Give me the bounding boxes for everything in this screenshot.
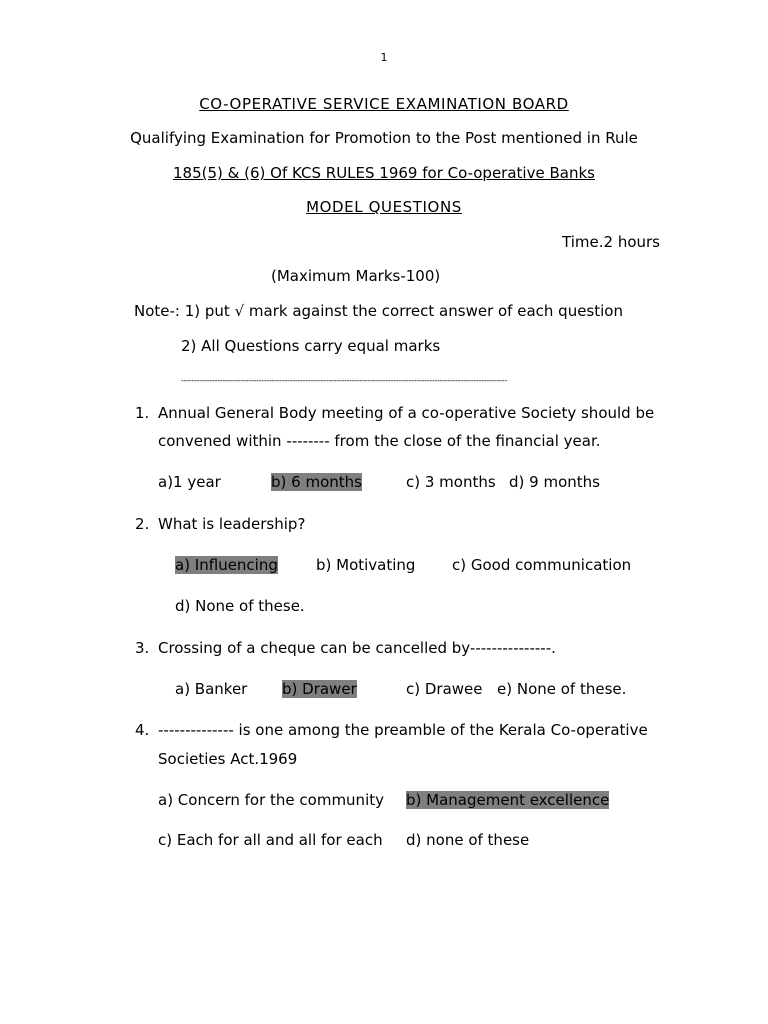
- time-allowed: Time.2 hours: [562, 233, 660, 251]
- question-2-number: 2.: [135, 515, 150, 533]
- question-4-option-b-highlighted: b) Management excellence: [406, 791, 610, 809]
- exam-title-line1: Qualifying Examination for Promotion to the Post mentioned in Rule: [130, 129, 638, 147]
- question-1-text-line1: Annual General Body meeting of a co-operative Society should be: [158, 404, 655, 422]
- question-2-option-d: d) None of these.: [175, 597, 305, 615]
- question-4-text-line2: Societies Act.1969: [158, 750, 298, 768]
- exam-title-line2: 185(5) & (6) Of KCS RULES 1969 for Co-operative Banks: [173, 164, 595, 182]
- question-3-option-c: c) Drawee: [406, 680, 483, 698]
- question-3-option-b-highlighted: b) Drawer: [282, 680, 357, 698]
- note-2: 2) All Questions carry equal marks: [181, 337, 441, 355]
- question-1-option-d: d) 9 months: [509, 473, 600, 491]
- maximum-marks: (Maximum Marks-100): [271, 267, 441, 285]
- question-3-text: Crossing of a cheque can be cancelled by---------------.: [158, 639, 556, 657]
- question-1-text-line2: convened within -------- from the close of the financial year.: [158, 432, 601, 450]
- question-4-option-c: c) Each for all and all for each: [158, 831, 383, 849]
- question-3-option-e: e) None of these.: [497, 680, 627, 698]
- board-title: CO-OPERATIVE SERVICE EXAMINATION BOARD: [199, 95, 569, 113]
- question-2-text: What is leadership?: [158, 515, 306, 533]
- note-1: Note-: 1) put √ mark against the correct answer of each question: [134, 302, 623, 320]
- question-2-option-b: b) Motivating: [316, 556, 416, 574]
- page-number: 1: [380, 51, 388, 64]
- section-title: MODEL QUESTIONS: [306, 198, 462, 216]
- question-2-option-c: c) Good communication: [452, 556, 632, 574]
- question-4-text-line1: -------------- is one among the preamble of the Kerala Co-operative: [158, 721, 648, 739]
- question-4-option-a: a) Concern for the community: [158, 791, 384, 809]
- question-3-number: 3.: [135, 639, 150, 657]
- question-1-option-c: c) 3 months: [406, 473, 496, 491]
- question-4-number: 4.: [135, 721, 150, 739]
- question-2-option-a-highlighted: a) Influencing: [175, 556, 278, 574]
- divider: ------------------------------------------------------------------------------------------------------------------------------: [181, 376, 507, 385]
- question-1-option-a: a)1 year: [158, 473, 221, 491]
- question-4-option-d: d) none of these: [406, 831, 530, 849]
- question-1-number: 1.: [135, 404, 150, 422]
- question-3-option-a: a) Banker: [175, 680, 248, 698]
- question-1-option-b-highlighted: b) 6 months: [271, 473, 362, 491]
